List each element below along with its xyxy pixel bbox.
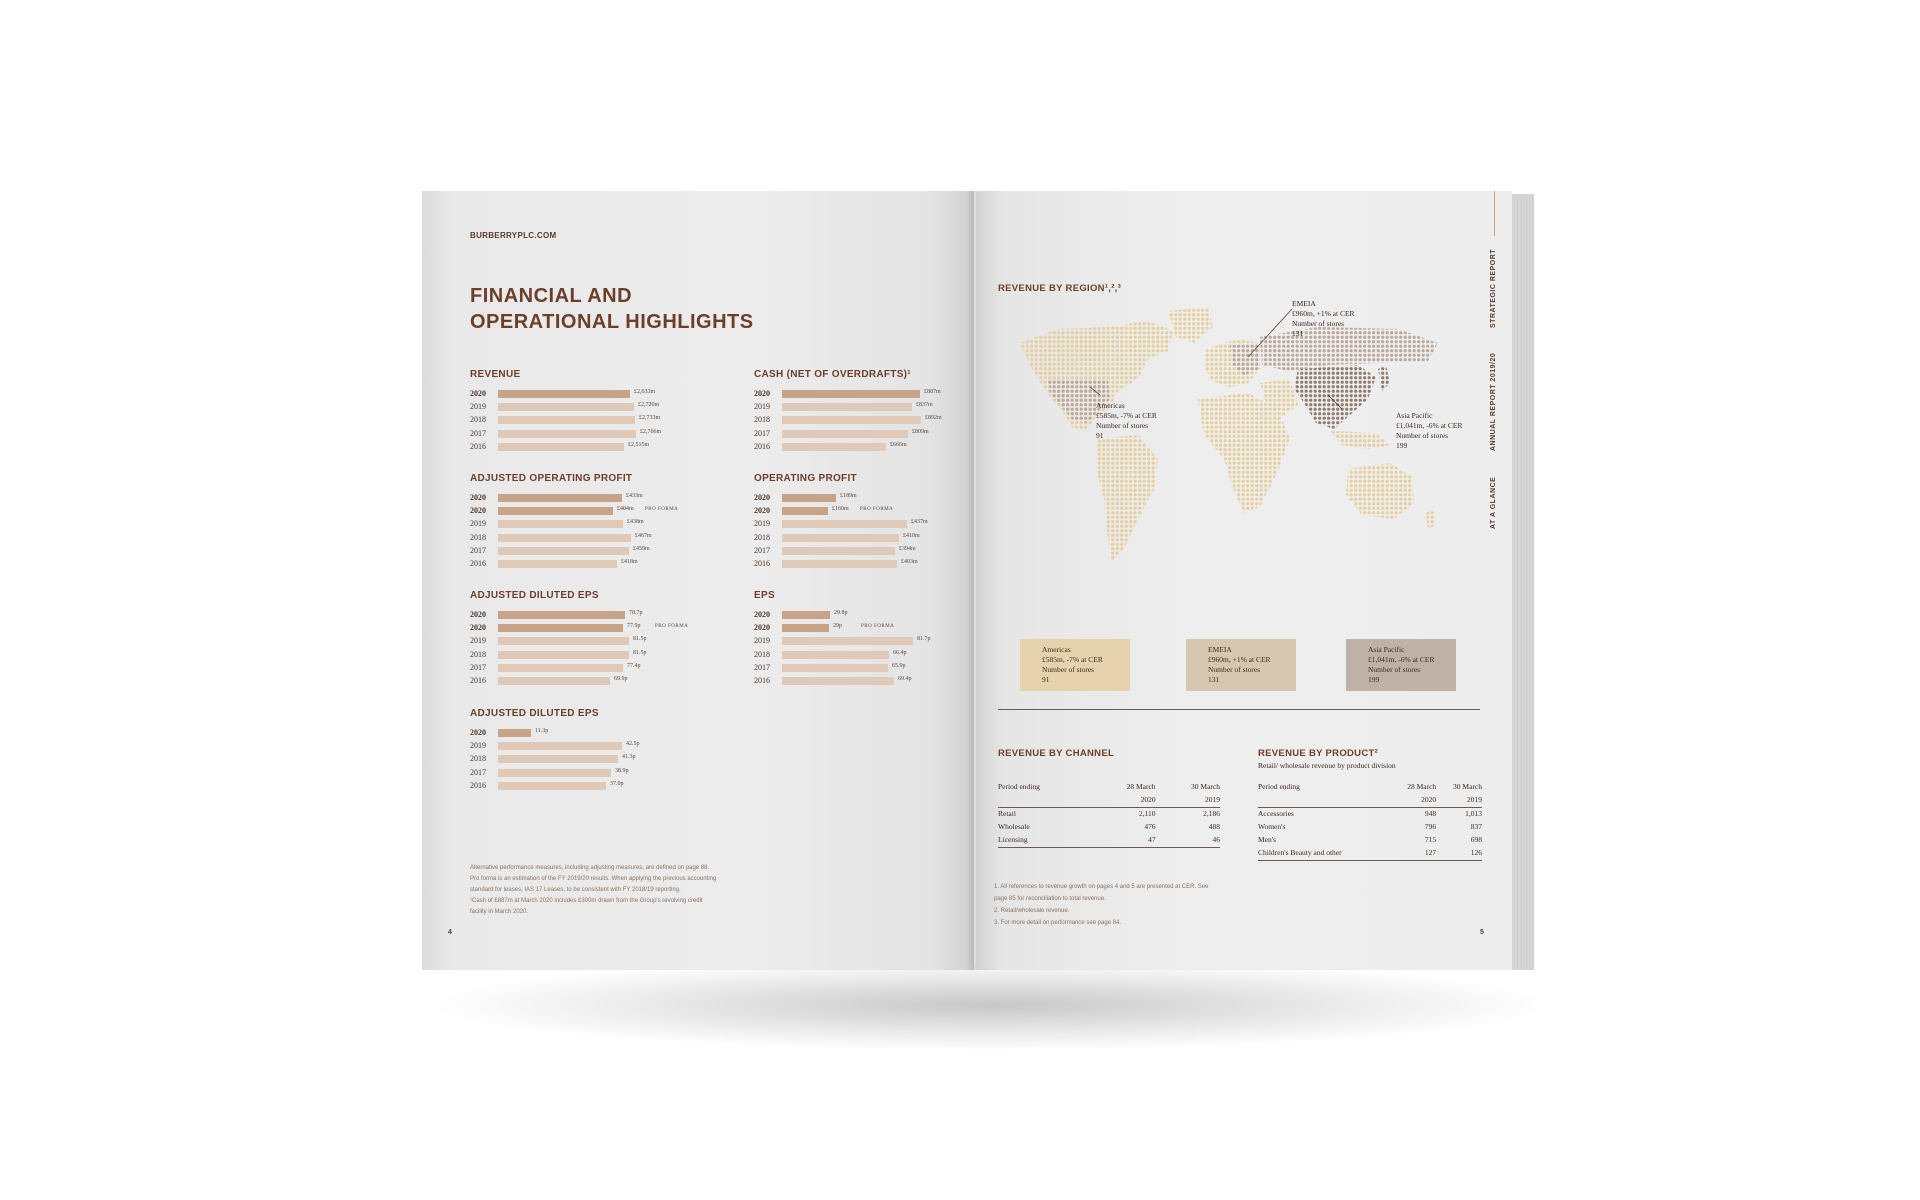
bar-year-label: 2017 (470, 428, 486, 438)
bar (498, 416, 635, 424)
table-cell: 837 (1470, 822, 1482, 831)
bar-row (470, 753, 720, 766)
side-tab-strategic: STRATEGIC REPORT (1490, 248, 1497, 328)
bar-value-label: £666m (890, 441, 907, 448)
bar (782, 547, 895, 555)
adjusted-operating-profit-chart (470, 473, 720, 571)
bar-year-label: 2017 (754, 662, 770, 672)
bar-row (754, 662, 974, 675)
bar-year-label: 2017 (470, 767, 486, 777)
region-box-americas (1020, 639, 1130, 691)
table-row (1258, 847, 1482, 861)
bar-value-label: 77.4p (627, 662, 641, 669)
table-cell: 127 (1390, 847, 1436, 861)
bar (782, 664, 888, 672)
chart-title: REVENUE (470, 369, 521, 380)
page-number-right: 5 (1480, 929, 1484, 936)
map-japan (1378, 365, 1390, 391)
region-box-emeia-stores: 131 (1208, 675, 1220, 684)
table-row (998, 821, 1220, 834)
table-year-row (1258, 794, 1482, 808)
region-box-emeia-name: EMEIA (1208, 645, 1232, 654)
bar-row (470, 767, 720, 780)
bar-value-label: 11.3p (535, 728, 549, 734)
bar (782, 403, 912, 411)
bar-value-label: £189m (840, 493, 857, 499)
footnote-line: 3. For more detail on performance see page 84. (994, 920, 1122, 926)
bar-value-label: £459m (633, 545, 650, 552)
revenue-by-channel-title: REVENUE BY CHANNEL (998, 748, 1115, 759)
bar-row (470, 414, 720, 427)
bar-row (754, 675, 974, 688)
table-row (1258, 821, 1482, 834)
pro-forma-tag: PRO FORMA (655, 624, 689, 630)
table-cell: Men's (1258, 835, 1277, 844)
table-header-cell: 30 March (1191, 782, 1220, 791)
bar-year-label: 2017 (754, 545, 770, 555)
bar (498, 494, 622, 502)
bar-year-label: 2017 (754, 428, 770, 438)
bar (498, 782, 606, 790)
bar (498, 742, 622, 750)
bar (498, 624, 623, 632)
region-box-emeia-stores-label: Number of stores (1208, 665, 1261, 674)
callout-americas (1096, 401, 1157, 441)
table-cell: Retail (998, 809, 1016, 818)
region-box-americas-stores: 91 (1042, 675, 1050, 684)
right-footnotes (994, 881, 1208, 929)
chart-title: ADJUSTED OPERATING PROFIT (470, 473, 633, 484)
bar-row (470, 545, 720, 558)
page-title (470, 283, 754, 335)
callout-emeia-stores-label: Number of stores (1292, 319, 1345, 328)
bar-year-label: 2020 (754, 389, 770, 398)
bar-year-label: 2020 (470, 610, 486, 619)
bar (498, 507, 613, 515)
table-year-row (998, 794, 1220, 808)
bar-value-label: £809m (912, 428, 929, 435)
bar-year-label: 2019 (754, 636, 770, 646)
bar-row (470, 428, 720, 441)
footnote-line: 1. All references to revenue growth on pages 4 and 5 are presented at CER. See (994, 884, 1209, 890)
bar-value-label: £2,720m (638, 402, 660, 409)
map-australia (1346, 463, 1414, 519)
bar-value-label: £418m (621, 558, 638, 565)
bar (782, 443, 886, 451)
bar-year-label: 2020 (754, 506, 770, 516)
side-tab-annual: ANNUAL REPORT 2019/20 (1490, 352, 1497, 451)
map-se-asia (1330, 431, 1390, 449)
callout-americas-stores-label: Number of stores (1096, 421, 1149, 430)
bar-row (470, 532, 720, 545)
site-url: BURBERRYPLC.COM (470, 231, 557, 240)
bar-year-label: 2016 (754, 558, 770, 568)
bar (498, 769, 611, 777)
bar-row (754, 649, 974, 662)
table-year-cell: 2020 (1390, 794, 1436, 808)
bar-row (754, 545, 974, 558)
callout-emeia-revenue: £960m, +1% at CER (1292, 309, 1355, 318)
bar-year-label: 2016 (470, 780, 486, 790)
side-tab-glance: AT A GLANCE (1490, 476, 1497, 529)
region-box-americas-name: Americas (1042, 645, 1071, 654)
bar-year-label: 2018 (470, 415, 486, 425)
table-year-cell: 2020 (1091, 794, 1155, 808)
bar (498, 677, 610, 685)
bar-year-label: 2016 (470, 441, 486, 451)
bar-value-label: £467m (635, 532, 652, 539)
callout-emeia-name: EMEIA (1292, 299, 1316, 308)
bar-row (754, 635, 974, 648)
map-asia-pacific (1294, 365, 1376, 429)
table-row (998, 834, 1220, 848)
world-map (998, 299, 1458, 609)
bar (498, 729, 531, 737)
table-header-cell: 28 March (1126, 782, 1156, 791)
pro-forma-tag: PRO FORMA (645, 507, 679, 513)
bar (782, 677, 894, 685)
bar-row (470, 727, 720, 740)
table-cell: 126 (1436, 847, 1482, 861)
bar-year-label: 2020 (470, 493, 486, 502)
table-year-cell: 2019 (1156, 794, 1220, 808)
map-south-america (1096, 435, 1158, 561)
bar-value-label: 81.5p (633, 649, 647, 656)
callout-asia-stores-label: Number of stores (1396, 431, 1449, 440)
bar (782, 651, 889, 659)
bar-value-label: 69.4p (898, 675, 912, 682)
bar-year-label: 2019 (470, 636, 486, 646)
chart-title: OPERATING PROFIT (754, 473, 857, 484)
bar (498, 534, 631, 542)
table-row (998, 808, 1220, 822)
bar-row (754, 622, 974, 635)
bar-value-label: £438m (627, 519, 644, 526)
bar (782, 507, 828, 515)
table-year-cell: 2019 (1436, 794, 1482, 808)
bar-row (754, 401, 974, 414)
bar-year-label: 2016 (470, 558, 486, 568)
bar-row (754, 505, 974, 518)
table-cell: 948 (1424, 809, 1437, 818)
bar-value-label: £887m (924, 389, 941, 395)
bar-row (754, 414, 974, 427)
bar-row (470, 622, 720, 635)
chart-title: EPS (754, 590, 775, 601)
bar-year-label: 2018 (754, 532, 770, 542)
bar (498, 664, 623, 672)
bar (498, 755, 618, 763)
bar (782, 494, 836, 502)
section-divider (998, 709, 1480, 710)
bar-year-label: 2020 (754, 610, 770, 619)
bar-row (754, 518, 974, 531)
bar-year-label: 2016 (754, 441, 770, 451)
bar-value-label: 81.5p (633, 636, 647, 643)
revenue-by-product-title: REVENUE BY PRODUCT² (1258, 748, 1379, 759)
bar-year-label: 2018 (754, 649, 770, 659)
bar-year-label: 2020 (754, 623, 770, 633)
bar-year-label: 2020 (470, 506, 486, 516)
bar (782, 390, 920, 398)
footnote-text-2: ¹Cash of £887m at March 2020 includes £300m drawn from the Group's revolving credit facility in March 2020. (470, 898, 703, 915)
adjusted-diluted-eps-chart (470, 590, 720, 688)
bar (498, 560, 617, 568)
bar-row (470, 505, 720, 518)
bar-row (754, 609, 974, 622)
map-new-zealand (1426, 509, 1436, 529)
table-header-cell: 30 March (1453, 782, 1482, 791)
bar (498, 403, 634, 411)
bar-row (470, 441, 720, 454)
bar-value-label: 78.7p (629, 610, 643, 616)
bar-year-label: 2019 (754, 402, 770, 412)
bar-value-label: 66.4p (893, 649, 907, 656)
bar (498, 651, 629, 659)
bar-row (470, 740, 720, 753)
region-box-americas-revenue: £585m, -7% at CER (1042, 655, 1103, 664)
eps-chart (754, 590, 974, 688)
bar-row (754, 441, 974, 454)
bar-value-label: £837m (916, 402, 933, 409)
bar-row (754, 532, 974, 545)
bar-value-label: 81.7p (917, 636, 931, 643)
bar (782, 637, 913, 645)
bar-row (470, 492, 720, 505)
callout-americas-stores: 91 (1096, 431, 1104, 440)
bar-year-label: 2019 (754, 519, 770, 529)
chart-title: CASH (NET OF OVERDRAFTS)¹ (754, 369, 911, 380)
page-title-line1: FINANCIAL AND (470, 285, 633, 307)
region-box-americas-stores-label: Number of stores (1042, 665, 1095, 674)
bar-value-label: 41.3p (622, 754, 636, 761)
page-title-line2: OPERATIONAL HIGHLIGHTS (470, 311, 754, 333)
table-cell: 1,013 (1465, 809, 1482, 818)
chart-title: ADJUSTED DILUTED EPS (470, 590, 599, 601)
bar (782, 430, 908, 438)
book-shadow (440, 960, 1540, 1050)
bar-value-label: £433m (626, 493, 643, 499)
bar-year-label: 2018 (754, 415, 770, 425)
table-cell: 796 (1424, 822, 1437, 831)
bar-row (470, 558, 720, 571)
bar-value-label: 37.0p (610, 780, 624, 787)
page-edge-stack (1512, 194, 1534, 970)
bar-year-label: 2017 (470, 545, 486, 555)
cash-chart (754, 369, 974, 454)
footnote-line: page 85 for reconciliation to total revenue. (994, 896, 1106, 902)
bar-value-label: £892m (925, 415, 942, 422)
bar-row (470, 388, 720, 401)
bar-value-label: £2,633m (634, 389, 656, 395)
table-cell: 46 (1156, 834, 1220, 848)
map-greenland (1168, 307, 1213, 343)
bar (782, 624, 829, 632)
bar (782, 560, 897, 568)
bar (782, 534, 899, 542)
right-page (976, 191, 1512, 970)
callout-emeia-stores: 131 (1292, 329, 1304, 338)
bar (782, 611, 830, 619)
bar-row (470, 401, 720, 414)
pro-forma-tag: PRO FORMA (860, 507, 894, 513)
table-cell: 2,186 (1203, 809, 1220, 818)
region-box-asia-revenue: £1,041m, -6% at CER (1368, 655, 1435, 664)
left-footnote (470, 863, 720, 918)
callout-asia-pacific (1396, 411, 1462, 451)
table-row (1258, 834, 1482, 847)
bar (498, 390, 630, 398)
bar-value-label: £437m (911, 519, 928, 526)
bar-value-label: £2,766m (640, 428, 662, 435)
bar-year-label: 2016 (754, 675, 770, 685)
region-box-asia-stores-label: Number of stores (1368, 665, 1421, 674)
callout-asia-stores: 199 (1396, 441, 1408, 450)
table-cell: Women's (1258, 822, 1286, 831)
bar-year-label: 2018 (470, 649, 486, 659)
table-cell: 2,110 (1138, 809, 1156, 818)
bar-row (754, 388, 974, 401)
bar-row (470, 649, 720, 662)
bar-value-label: £403m (901, 558, 918, 565)
bar (498, 637, 629, 645)
callout-americas-name: Americas (1096, 401, 1125, 410)
bar-value-label: £160m (832, 506, 849, 513)
bar-value-label: 65.9p (892, 662, 906, 669)
region-box-emeia (1186, 639, 1296, 691)
bar (782, 416, 921, 424)
bar (498, 430, 636, 438)
pro-forma-tag: PRO FORMA (861, 624, 895, 630)
table-header-row (998, 781, 1220, 794)
callout-emeia (1292, 299, 1355, 339)
chart-title: ADJUSTED DILUTED EPS (470, 708, 599, 719)
bar-value-label: 29.8p (834, 610, 848, 616)
region-box-emeia-revenue: £960m, +1% at CER (1208, 655, 1271, 664)
bar-row (470, 609, 720, 622)
footnote-line: 2. Retail/wholesale revenue. (994, 908, 1070, 914)
bar-year-label: 2019 (470, 402, 486, 412)
bar-year-label: 2019 (470, 741, 486, 751)
operating-profit-chart (754, 473, 974, 571)
region-box-asia-stores: 199 (1368, 675, 1380, 684)
bar-year-label: 2020 (470, 623, 486, 633)
bar-value-label: £2,515m (628, 441, 650, 448)
table-cell: Accessories (1258, 809, 1294, 818)
bar-year-label: 2019 (470, 519, 486, 529)
callout-asia-revenue: £1,041m, -6% at CER (1396, 421, 1463, 430)
table-cell: Wholesale (998, 822, 1030, 831)
table-cell: Children's Beauty and other (1258, 847, 1390, 861)
page-number-left: 4 (448, 929, 452, 936)
bar-row (754, 492, 974, 505)
bar (498, 611, 625, 619)
bar-value-label: £2,733m (639, 415, 661, 422)
table-header-cell: Period ending (1258, 782, 1300, 791)
bar-row (470, 662, 720, 675)
bar-value-label: 77.9p (627, 623, 641, 630)
bar-value-label: 69.9p (614, 675, 628, 682)
table-cell: 488 (1208, 822, 1220, 831)
bar-row (470, 780, 720, 793)
bar-year-label: 2018 (470, 754, 486, 764)
table-cell: 476 (1144, 822, 1156, 831)
bar-year-label: 2020 (470, 728, 486, 737)
callout-americas-revenue: £585m, -7% at CER (1096, 411, 1157, 420)
bar (498, 443, 624, 451)
table-header-row (1258, 781, 1482, 794)
bar-year-label: 2016 (470, 675, 486, 685)
bar-row (470, 675, 720, 688)
adjusted-diluted-eps-chart-2 (470, 708, 720, 793)
bar (498, 547, 629, 555)
bar-year-label: 2018 (470, 532, 486, 542)
table-row (1258, 808, 1482, 822)
region-box-asia-pacific (1346, 639, 1456, 691)
revenue-by-region-title: REVENUE BY REGION¹,²,³ (998, 283, 1122, 294)
bar (498, 520, 623, 528)
revenue-by-product-table (1258, 781, 1482, 861)
bar-row (470, 518, 720, 531)
callout-asia-name: Asia Pacific (1396, 411, 1433, 420)
bar-year-label: 2020 (754, 493, 770, 502)
bar-year-label: 2017 (470, 662, 486, 672)
bar-value-label: £394m (899, 545, 916, 552)
footnote-text: Alternative performance measures, including adjusting measures, are defined on page 88. Pro forma is an estimation of the FY 2019/20 results. When applying the previous accounting standard for leases, IAS 17 Leases, to be consistent with FY 2018/19 reporting. (470, 865, 717, 893)
table-header-cell: 28 March (1407, 782, 1437, 791)
region-box-asia-name: Asia Pacific (1368, 645, 1405, 654)
bar-row (470, 635, 720, 648)
revenue-chart (470, 369, 720, 454)
bar-year-label: 2020 (470, 389, 486, 398)
side-rule (1494, 191, 1495, 236)
bar (782, 520, 907, 528)
bar-value-label: 29p (833, 623, 842, 630)
table-cell: 698 (1470, 835, 1482, 844)
bar-value-label: £404m (617, 506, 634, 513)
table-cell: Licensing (998, 834, 1091, 848)
bar-row (754, 428, 974, 441)
revenue-by-product-subtitle: Retail/ wholesale revenue by product division (1258, 761, 1396, 770)
bar-value-label: £410m (903, 532, 920, 539)
left-page (422, 191, 974, 970)
table-header-cell: Period ending (998, 782, 1040, 791)
bar-row (754, 558, 974, 571)
table-cell: 47 (1091, 834, 1155, 848)
bar-value-label: 42.5p (626, 741, 640, 748)
bar-value-label: 38.9p (615, 767, 629, 774)
revenue-by-channel-table (998, 781, 1220, 848)
table-cell: 715 (1424, 835, 1437, 844)
